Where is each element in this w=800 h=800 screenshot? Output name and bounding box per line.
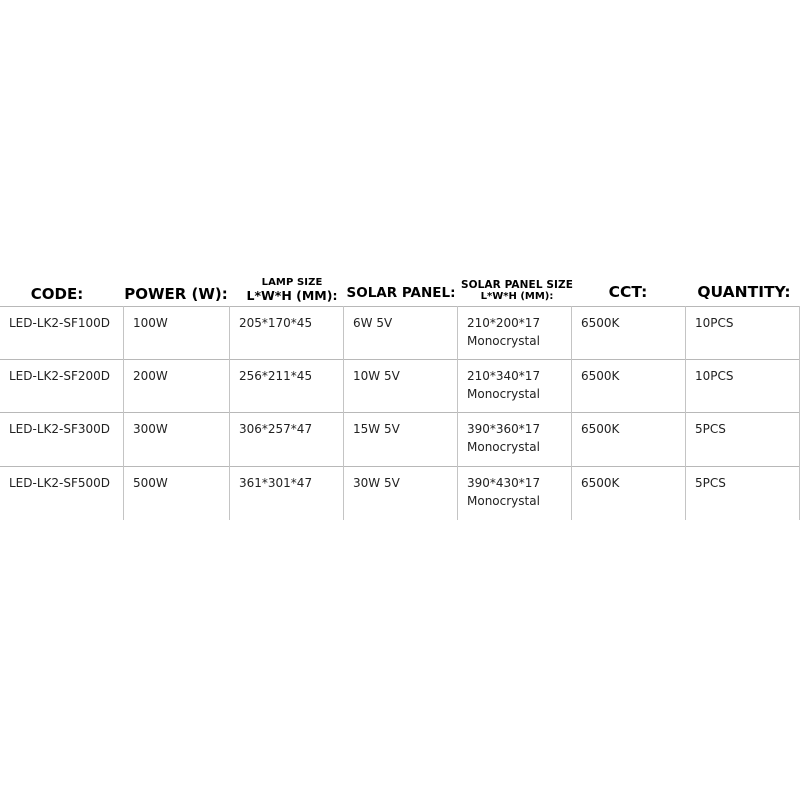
header-lamp-size-line2: L*W*H (MM): <box>246 288 338 303</box>
cell-quantity: 10PCS <box>695 316 734 330</box>
cell-panel-type: Monocrystal <box>467 440 540 454</box>
cell-power: 500W <box>133 476 168 490</box>
cell-cct: 6500K <box>581 476 620 490</box>
cell-cct: 6500K <box>581 369 620 383</box>
cell-lamp-size: 205*170*45 <box>239 316 313 330</box>
cell-code: LED-LK2-SF100D <box>9 316 111 330</box>
cell-quantity: 5PCS <box>695 476 726 490</box>
cell-panel-size-dims: 390*360*17 <box>467 422 541 436</box>
cell-quantity: 5PCS <box>695 422 726 436</box>
cell-panel-type: Monocrystal <box>467 334 540 348</box>
cell-solar-panel: 30W 5V <box>353 476 400 490</box>
header-code: CODE: <box>30 285 84 303</box>
product-spec-table <box>0 275 800 508</box>
header-cct: CCT: <box>608 283 648 301</box>
cell-panel-size <box>467 420 540 456</box>
cell-lamp-size: 306*257*47 <box>239 422 313 436</box>
cell-panel-size <box>467 474 540 510</box>
header-solar-panel-size-line2: L*W*H (MM): <box>480 290 554 302</box>
header-solar-panel: SOLAR PANEL: <box>346 285 456 301</box>
table-row <box>0 306 800 359</box>
header-quantity: QUANTITY: <box>697 283 791 301</box>
cell-code: LED-LK2-SF200D <box>9 369 111 383</box>
cell-panel-size-dims: 390*430*17 <box>467 476 541 490</box>
cell-quantity: 10PCS <box>695 369 734 383</box>
cell-solar-panel: 10W 5V <box>353 369 400 383</box>
table-row <box>0 359 800 412</box>
header-lamp-size-line1: LAMP SIZE <box>261 277 323 288</box>
cell-power: 200W <box>133 369 168 383</box>
header-power: POWER (W): <box>124 285 228 303</box>
cell-panel-size <box>467 367 540 403</box>
cell-cct: 6500K <box>581 316 620 330</box>
table-row <box>0 466 800 519</box>
cell-power: 300W <box>133 422 168 436</box>
table-header <box>0 275 800 306</box>
cell-panel-size-dims: 210*340*17 <box>467 369 541 383</box>
cell-code: LED-LK2-SF300D <box>9 422 111 436</box>
cell-cct: 6500K <box>581 422 620 436</box>
cell-panel-type: Monocrystal <box>467 494 540 508</box>
cell-lamp-size: 361*301*47 <box>239 476 313 490</box>
cell-panel-type: Monocrystal <box>467 387 540 401</box>
cell-code: LED-LK2-SF500D <box>9 476 111 490</box>
cell-power: 100W <box>133 316 168 330</box>
cell-solar-panel: 6W 5V <box>353 316 393 330</box>
table-row <box>0 412 800 465</box>
header-solar-panel-size-line1: SOLAR PANEL SIZE <box>460 279 574 291</box>
header-lamp-size <box>238 278 346 309</box>
cell-lamp-size: 256*211*45 <box>239 369 313 383</box>
cell-panel-size <box>467 314 540 350</box>
cell-panel-size-dims: 210*200*17 <box>467 316 541 330</box>
cell-solar-panel: 15W 5V <box>353 422 400 436</box>
